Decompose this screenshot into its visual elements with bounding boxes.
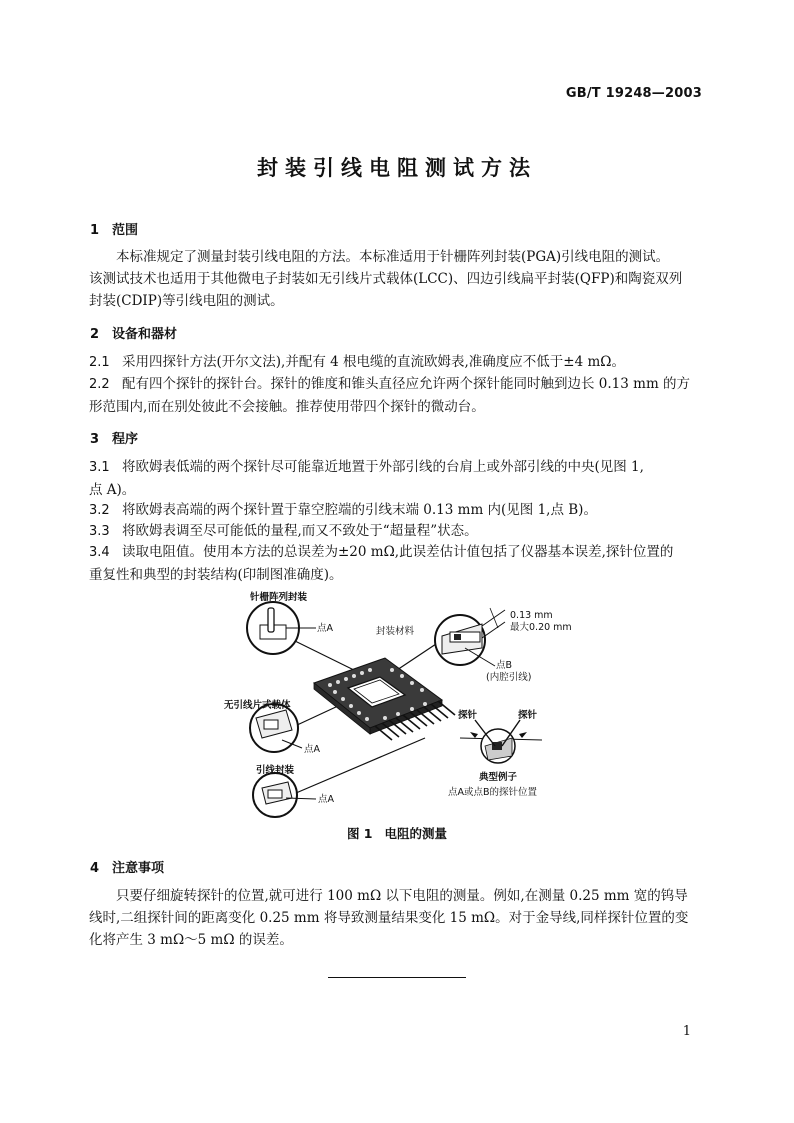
section-2-heading <box>90 323 177 342</box>
text-line: 化将产生 3 mΩ～5 mΩ 的误差。 <box>89 932 293 948</box>
point-a-label: 点A <box>317 623 333 634</box>
section-number: 1 <box>90 223 100 238</box>
page-number: 1 <box>682 1024 691 1039</box>
text-line: 该测试技术也适用于其他微电子封装如无引线片式载体(LCC)、四边引线扁平封装(QFP)和陶瓷双列 <box>89 271 683 287</box>
leaded-magnifier <box>253 773 316 817</box>
clause-3-4 <box>89 541 705 586</box>
section-title: 范围 <box>112 223 139 238</box>
text-line: 将欧姆表低端的两个探针尽可能靠近地置于外部引线的台肩上或外部引线的中央(见图 1, <box>122 459 644 475</box>
text-line: 配有四个探针的探针台。探针的锥度和锥头直径应允许两个探针能同时触到边长 0.13 mm 的方 <box>122 376 691 392</box>
section-1-heading <box>90 219 138 238</box>
typical-label: 典型例子 <box>479 772 518 783</box>
clause-number: 3.3 <box>89 524 110 539</box>
page-title: 封装引线电阻测试方法 <box>257 156 537 180</box>
section-4-heading <box>90 857 164 876</box>
text-line: 线时,二组探针间的距离变化 0.25 mm 将导致测量结果变化 15 mΩ。对于金导线,同样探针位置的变 <box>89 910 689 926</box>
clause-number: 2.1 <box>89 355 110 370</box>
pga-label: 针栅阵列封装 <box>250 592 308 603</box>
figure-1-diagram <box>220 588 580 818</box>
clause-number: 3.2 <box>89 503 110 518</box>
text-line: 只要仔细旋转探针的位置,就可进行 100 mΩ 以下电阻的测量。例如,在测量 0.25 mm 宽的钨导 <box>116 888 688 904</box>
point-b-label: 点B <box>496 660 513 671</box>
section-title: 程序 <box>112 432 139 447</box>
text-line: 将欧姆表高端的两个探针置于靠空腔端的引线末端 0.13 mm 内(见图 1,点 B)。 <box>122 502 597 518</box>
clause-number: 2.2 <box>89 377 110 392</box>
text-line: 形范围内,而在别处彼此不会接触。推荐使用带四个探针的微动台。 <box>89 399 485 415</box>
point-a-label: 点A <box>304 744 320 755</box>
probe-detail <box>460 720 542 763</box>
lcc-label: 无引线片式载体 <box>224 700 291 711</box>
lcc-magnifier <box>250 704 302 752</box>
section-title: 注意事项 <box>112 861 165 876</box>
text-line: 封装(CDIP)等引线电阻的测试。 <box>89 293 284 309</box>
material-magnifier <box>435 608 505 666</box>
clause-2-2 <box>89 373 705 418</box>
section-number: 4 <box>90 861 100 876</box>
section-3-heading <box>90 428 138 447</box>
figure-number: 图 1 <box>346 826 373 841</box>
probe-right-label: 探针 <box>518 710 538 721</box>
clause-number: 3.4 <box>89 545 110 560</box>
clause-3-3 <box>89 520 705 543</box>
probe-left-label: 探针 <box>458 710 478 721</box>
text-line: 点 A)。 <box>89 482 136 498</box>
text-line: 采用四探针方法(开尔文法),并配有 4 根电缆的直流欧姆表,准确度应不低于±4 mΩ。 <box>122 354 625 370</box>
text-line: 读取电阻值。使用本方法的总误差为±20 mΩ,此误差估计值包括了仪器基本误差,探针位置的 <box>122 544 674 560</box>
clause-number: 3.1 <box>89 460 110 475</box>
dim-0-13-label: 0.13 mm <box>510 610 553 621</box>
section-number: 2 <box>90 327 100 342</box>
standard-number: GB/T 19248—2003 <box>565 86 702 101</box>
leaded-label: 引线封装 <box>256 765 295 776</box>
section-title: 设备和器材 <box>112 327 178 342</box>
text-line: 本标准规定了测量封装引线电阻的方法。本标准适用于针栅阵列封装(PGA)引线电阻的测试。 <box>116 249 670 265</box>
section-4-body <box>89 885 705 951</box>
point-a-label: 点A <box>318 794 334 805</box>
dim-max-label: 最大0.20 mm <box>510 622 572 633</box>
figure-caption <box>0 824 794 842</box>
material-label: 封装材料 <box>376 626 415 637</box>
clause-3-1 <box>89 456 705 501</box>
package-body <box>314 658 455 740</box>
clause-3-2 <box>89 499 705 522</box>
figure-title: 电阻的测量 <box>384 826 448 841</box>
section-1-body <box>89 246 705 312</box>
inner-lead-label: (内腔引线) <box>486 672 532 683</box>
text-line: 重复性和典型的封装结构(印制图准确度)。 <box>89 567 343 583</box>
section-number: 3 <box>90 432 100 447</box>
typical-sub-label: 点A或点B的探针位置 <box>448 787 538 798</box>
text-line: 将欧姆表调至尽可能低的量程,而又不致处于“超量程”状态。 <box>122 523 478 539</box>
end-rule <box>328 977 466 978</box>
clause-2-1 <box>89 351 705 374</box>
